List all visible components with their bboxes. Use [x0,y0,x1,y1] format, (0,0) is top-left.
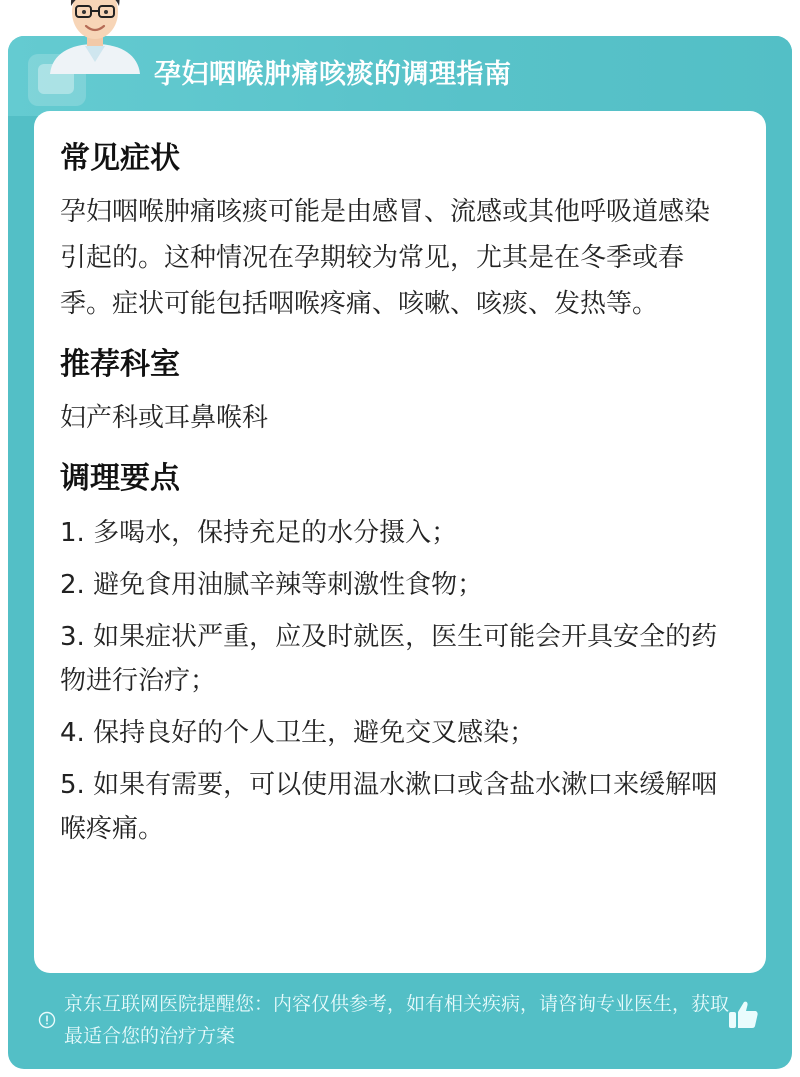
section-body-symptoms: 孕妇咽喉肿痛咳痰可能是由感冒、流感或其他呼吸道感染引起的。这种情况在孕期较为常见，尤其是在冬季或春季。症状可能包括咽喉疼痛、咳嗽、咳痰、发热等。 [60,197,711,319]
guide-card [8,36,792,1069]
page-title: 孕妇咽喉肿痛咳痰的调理指南 [154,59,512,90]
list-item: 5. 如果有需要，可以使用温水漱口或含盐水漱口来缓解咽喉疼痛。 [60,770,718,844]
list-item: 2. 避免食用油腻辛辣等刺激性食物； [60,570,484,600]
doctor-avatar-icon [40,0,150,74]
list-item: 1. 多喝水，保持充足的水分摄入； [60,518,458,548]
thumbs-up-icon[interactable] [726,998,760,1032]
section-heading-symptoms: 常见症状 [60,141,180,176]
list-item: 4. 保持良好的个人卫生，避免交叉感染； [60,718,536,748]
section-heading-care-points: 调理要点 [60,461,180,496]
section-heading-department: 推荐科室 [60,347,180,382]
info-icon [38,1011,56,1029]
list-item: 3. 如果症状严重，应及时就医，医生可能会开具安全的药物进行治疗； [60,622,718,696]
footer-notice: 京东互联网医院提醒您：内容仅供参考，如有相关疾病，请咨询专业医生，获取最适合您的治疗方案 [64,993,730,1047]
section-body-department: 妇产科或耳鼻喉科 [60,403,269,433]
content-panel [34,111,766,973]
